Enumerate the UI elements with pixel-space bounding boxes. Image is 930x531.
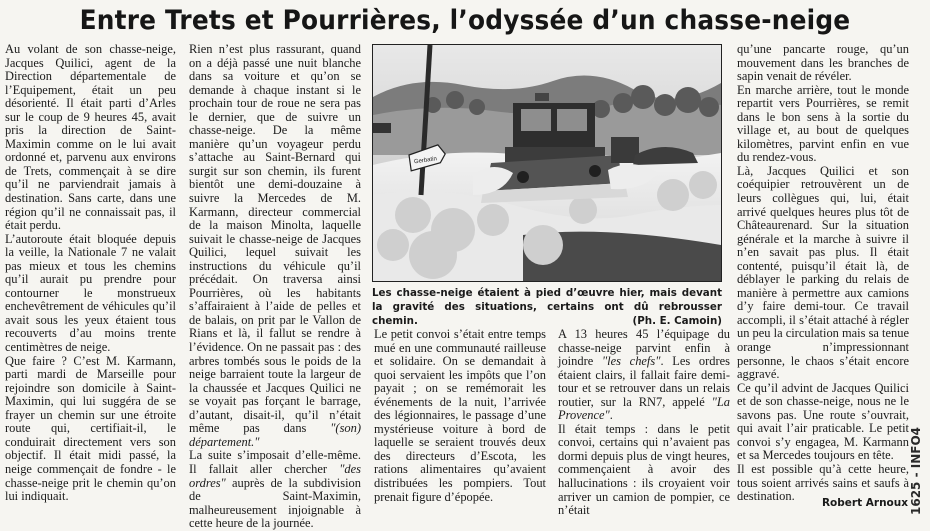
road-sign-text: Gerbatin (413, 156, 438, 166)
quote: "(son) département." (189, 421, 361, 449)
paragraph: Là, Jacques Quilici et son coéquipier retrouvèrent un de leurs collègues qui, lui, était arrivé quelques heures plus tôt de Châteaurenard. Sur la situation générale et la marche à suivre il n’en savait pas plus. Il était contenté, puisqu’il était là, de déblayer le parking du relais de manière à permettre aux camions d’y faire demi-tour. Ce travail accompli, il s’était attaché à régler un peu la circulation mais sa tenue orange n’impressionnant personne, le chaos s’était encore aggravé. (737, 163, 909, 382)
caption-text: Les chasse-neige étaient à pied d’œuvre hier, mais devant la gravité des situations, certains ont dû rebrousser chemin. (372, 287, 722, 327)
headline: Entre Trets et Pourrières, l’odyssée d’un chasse-neige (79, 5, 851, 36)
paragraph: qu’une pancarte rouge, qu’un mouvement dans les branches de sapin venait de révéler. (737, 42, 909, 84)
paragraph: Il était temps : dans le petit convoi, certains qui n’avaient pas dormi depuis plus de vingt heures, commençaient à avoir des hallucinations : ils croyaient voir arriver un camion de pompier, ce n’était (558, 421, 730, 518)
author-signature: Robert Arnoux (821, 497, 908, 509)
paragraph: Que faire ? C’est M. Karmann, parti mardi de Marseille pour rejoindre son domicile à Saint-Maximin, qui lui suggéra de se frayer un chemin sur une étroite route qui, certifiait-il, le conduirait directement vers son objectif. Il était midi passé, la neige commençait de fondre - le chasse-neige prit le chemin qu’on lui indiquait. (5, 353, 176, 504)
page-code-text: 1625 - INFO4 (909, 427, 923, 515)
paragraph: Le petit convoi s’était entre temps mué en une communauté railleuse et solidaire. On se demandait à quoi servaient les impôts que l’on payait ; on se remémorait les événements de la nuit, l’arrivée des légionnaires, le passage d’une mystérieuse voiture à bord de laquelle se seraient trouvés deux des directeurs d’Escota, les rations alimentaires qu’avaient distribuées les pompiers. Tout prenait figure d’épopée. (374, 327, 546, 504)
paragraph: Il est possible qu’à cette heure, tous soient arrivés sains et saufs à destination. (737, 461, 909, 504)
column-4 (558, 327, 731, 518)
column-1 (5, 43, 176, 513)
paragraph: L’autoroute était bloquée depuis la veille, la Nationale 7 ne valait pas mieux et tous les chemins qu’il aurait pu prendre pour contourner le monstrueux enchevêtrement de véhicules qu’il avait sous les yeux étaient tous recouverts d’au moins trente centimètres de neige. (5, 231, 176, 355)
page-code (905, 427, 930, 515)
column-2 (189, 42, 361, 531)
paragraph: En marche arrière, tout le monde repartit vers Pourrières, se remit dans le bon sens à la sortie du village et, au bout de quelques kilomètres, parvint enfin en vue du rendez-vous. (737, 82, 909, 165)
column-3 (374, 328, 546, 513)
paragraph: La suite s’imposait d’elle-même. Il fallait aller chercher "des ordres" auprès de la subdivision de Saint-Maximin, malheureusement injoignable à cette heure de la journée. (189, 448, 361, 531)
photo-caption (372, 286, 722, 327)
quote: "des ordres" (189, 461, 361, 490)
quote: "La Provence" (558, 394, 731, 423)
paragraph: Ce qu’il advint de Jacques Quilici et de son chasse-neige, nous ne le savons pas. Une route s’ouvrait, qui avait l’air praticable. Le petit convoi s’y engagea, M. Karmann et sa Mercedes toujours en tête. (737, 380, 909, 463)
paragraph: Rien n’est plus rassurant, quand on a déjà passé une nuit blanche dans sa voiture et qu’on se demande à chaque instant si le prochain tour de roue ne sera pas le dernier, que de suivre un chasse-neige. De la même manière qu’un voyageur perdu s’attache au Saint-Bernard qui surgit sur son chemin, ils furent bientôt une demi-douzaine à suivre la Mercedes de M. Karmann, directeur commercial de la maison Minolta, laquelle suivait le chasse-neige de Jacques Quilici, lequel suivait les instructions du véhicule qu’il précédait. On traversa ainsi Pourrières, où les habitants s’affairaient à l’aide de pelles et de balais, on prit par le Vallon de Rians et là, il fallut se rendre à l’évidence. On ne passait pas : des arbres tombés sous le poids de la neige barraient toute la largeur de la chaussée et Jacques Quilici ne se voyait pas forçant le barrage, d’autant, disait-il, qu’il n’était même pas dans "(son) département." (189, 42, 361, 449)
snowplow-photo (372, 44, 722, 282)
snowplow-photo-image (373, 45, 721, 281)
paragraph: A 13 heures 45 l’équipage du chasse-neige parvint enfin à joindre "les chefs". Les ordres étaient clairs, il fallait faire demi-tour et se retrouver dans un relais routier, sur la RN7, appelé "La Provence". (558, 327, 731, 423)
column-5 (737, 43, 909, 513)
paragraph: Au volant de son chasse-neige, Jacques Quilici, agent de la Direction départementale de l’Equipement, était un peu désorienté. Il était parti d’Arles sur le coup de 9 heures 45, avait pris la direction de Saint-Maximin comme on le lui avait ordonné et, parvenu aux environs de Trets, commençait à se dire qu’il ne parviendrait jamais à destination. Sans carte, dans une région qu’il ne connaissait pas, il était perdu. (5, 42, 176, 233)
quote: "les chefs" (601, 354, 661, 369)
photo-credit: (Ph. E. Camoin) (632, 315, 722, 327)
